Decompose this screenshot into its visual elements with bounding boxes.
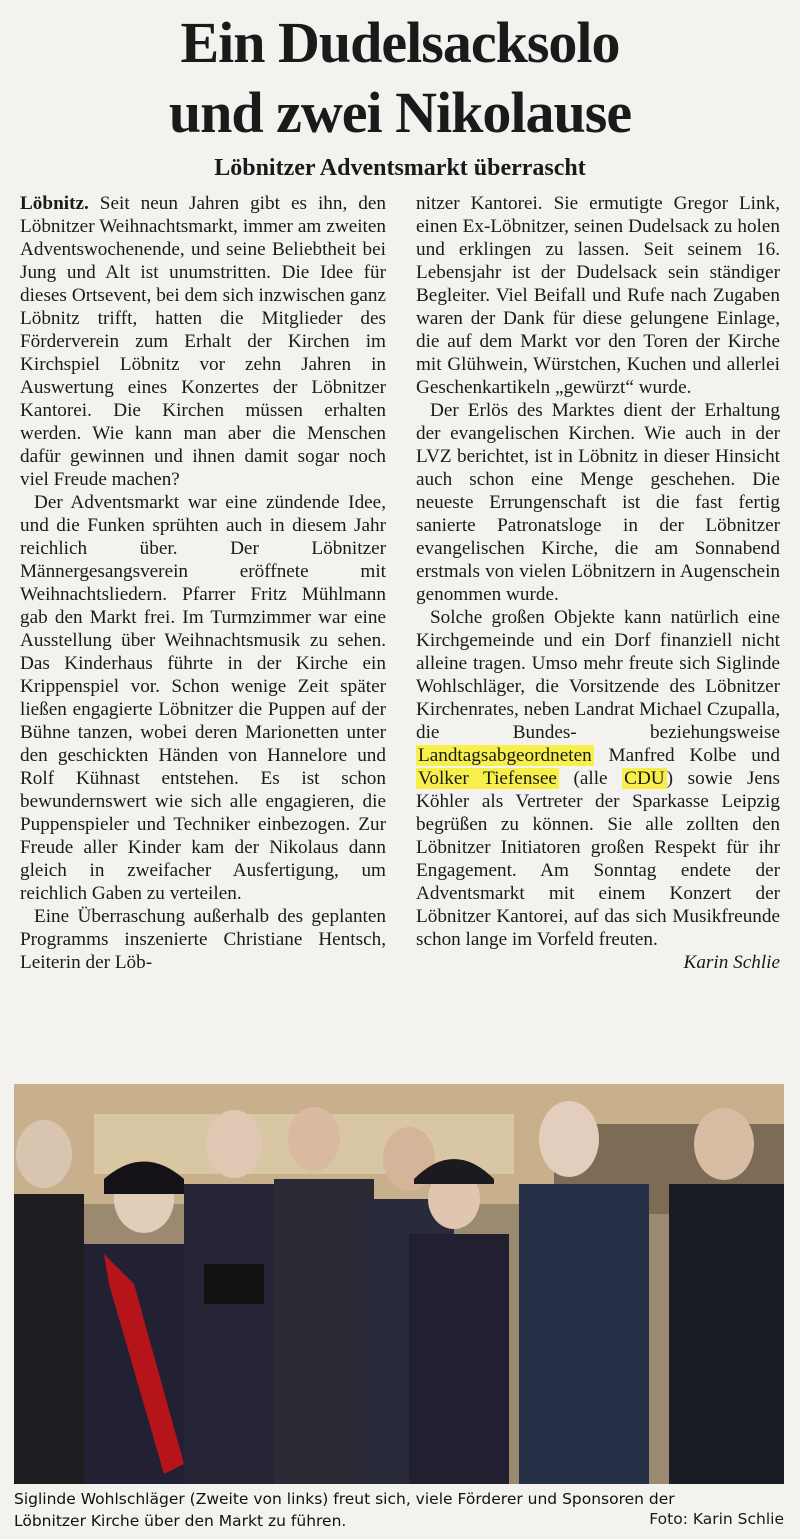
caption-line-1: Siglinde Wohlschläger (Zweite von links) freut sich, viele Förderer und Sponsoren der xyxy=(14,1490,675,1508)
author-byline: Karin Schlie xyxy=(683,952,780,973)
dateline: Löbnitz. xyxy=(20,193,89,214)
paragraph: Eine Überraschung außerhalb des geplanten Programms inszenierte Christiane Hentsch, Leiterin der Löb- xyxy=(20,906,386,973)
paragraph-text: Seit neun Jahren gibt es ihn, den Löbnitzer Weihnachtsmarkt, immer am zweiten Adventswochenende, und seine Beliebtheit bei Jung und Alt ist unumstritten. Die Idee für dieses Ortsevent, bei dem sich inzwischen ganz Löbnitz trifft, hatten die Mitglieder des Förderverein zum Erhalt der Kirchen im Kirchspiel Löbnitz vor zehn Jahren in Auswertung eines Konzertes der Löbnitzer Kantorei. Die Kirchen müssen erhalten werden. Wie kann man aber die Menschen dafür gewinnen und ihnen damit sogar noch viel Freude machen? xyxy=(20,193,386,490)
article-column-right xyxy=(416,192,780,974)
highlighted-text: Landtagsabgeordneten xyxy=(418,745,592,766)
paragraph: nitzer Kantorei. Sie ermutigte Gregor Link, einen Ex-Löbnitzer, seinen Dudelsack zu holen und erklingen zu lassen. Seit seinem 16. Lebensjahr ist der Dudelsack sein ständiger Begleiter. Viel Beifall und Rufe nach Zugaben waren der Dank für diese gelungene Einlage, die auf dem Markt vor den Toren der Kirche mit Glühwein, Würstchen, Kuchen und allerlei Geschenkartikeln „gewürzt“ wurde. xyxy=(416,193,780,398)
paragraph-text: Solche großen Objekte kann natürlich eine Kirchgemeinde und ein Dorf finanziell nicht alleine tragen. Umso mehr freute sich Siglinde Wohlschläger, die Vorsitzende des Löbnitzer Kirchenrates, neben Landrat Michael Czupalla, die Bundes- beziehungsweise xyxy=(416,607,780,743)
headline-line-2: und zwei Nikolause xyxy=(168,80,632,145)
paragraph xyxy=(20,192,386,491)
photo-credit: Foto: Karin Schlie xyxy=(649,1510,784,1528)
paragraph-text: ) sowie Jens Köhler als Vertreter der Sparkasse Leipzig begrüßen zu können. Sie alle zollten den Löbnitzer Initiatoren großen Respekt für ihr Engagement. Am Sonntag endete der Adventsmarkt mit einem Konzert der Löbnitzer Kantorei, auf das sich Musikfreunde schon lange im Vorfeld freuten. xyxy=(416,768,780,950)
paragraph xyxy=(416,606,780,951)
headline-line-1: Ein Dudelsacksolo xyxy=(180,10,620,75)
paragraph: Der Adventsmarkt war eine zündende Idee, und die Funken sprühten auch in diesem Jahr reichlich über. Der Löbnitzer Männergesangsverein eröffnete mit Weihnachtsliedern. Pfarrer Fritz Mühlmann gab den Markt frei. Im Turmzimmer war eine Ausstellung über Weihnachtsmusik zu sehen. Das Kinderhaus führte in der Kirche ein Krippenspiel vor. Schon wenige Zeit später ließen engagierte Löbnitzer die Puppen auf der Bühne tanzen, wobei deren Marionetten unter den geschickten Händen von Hannelore und Rolf Kühnast entstehen. Es ist schon bewundernswert wie sich alle engagieren, die Puppenspieler und Techniker einbezogen. Zur Freude aller Kinder kam der Nikolaus dann gleich in zweifacher Ausfertigung, um reichlich Gaben zu verteilen. xyxy=(20,492,386,904)
article-column-left xyxy=(20,192,386,974)
paragraph-text: (alle xyxy=(558,768,623,789)
paragraph-text: Manfred Kolbe und xyxy=(593,745,780,766)
paragraph: Der Erlös des Marktes dient der Erhaltung der evangelischen Kirchen. Wie auch in der LVZ berichtet, ist in Löbnitz in dieser Hinsicht auch schon eine Menge geschehen. Die neueste Errungenschaft ist die fast fertig sanierte Patronatsloge in der Löbnitzer evangelischen Kirche, die am Sonnabend erstmals von vielen Löbnitzern in Augenschein genommen wurde. xyxy=(416,400,780,605)
caption-line-2: Löbnitzer Kirche über den Markt zu führen. xyxy=(14,1512,347,1530)
photo-illustration xyxy=(14,1084,784,1484)
headline xyxy=(0,10,800,145)
subheadline: Löbnitzer Adventsmarkt überrascht xyxy=(214,155,586,181)
group-photo xyxy=(14,1084,784,1484)
highlighted-text: Volker Tiefensee xyxy=(418,768,557,789)
highlighted-text: CDU xyxy=(624,768,665,789)
